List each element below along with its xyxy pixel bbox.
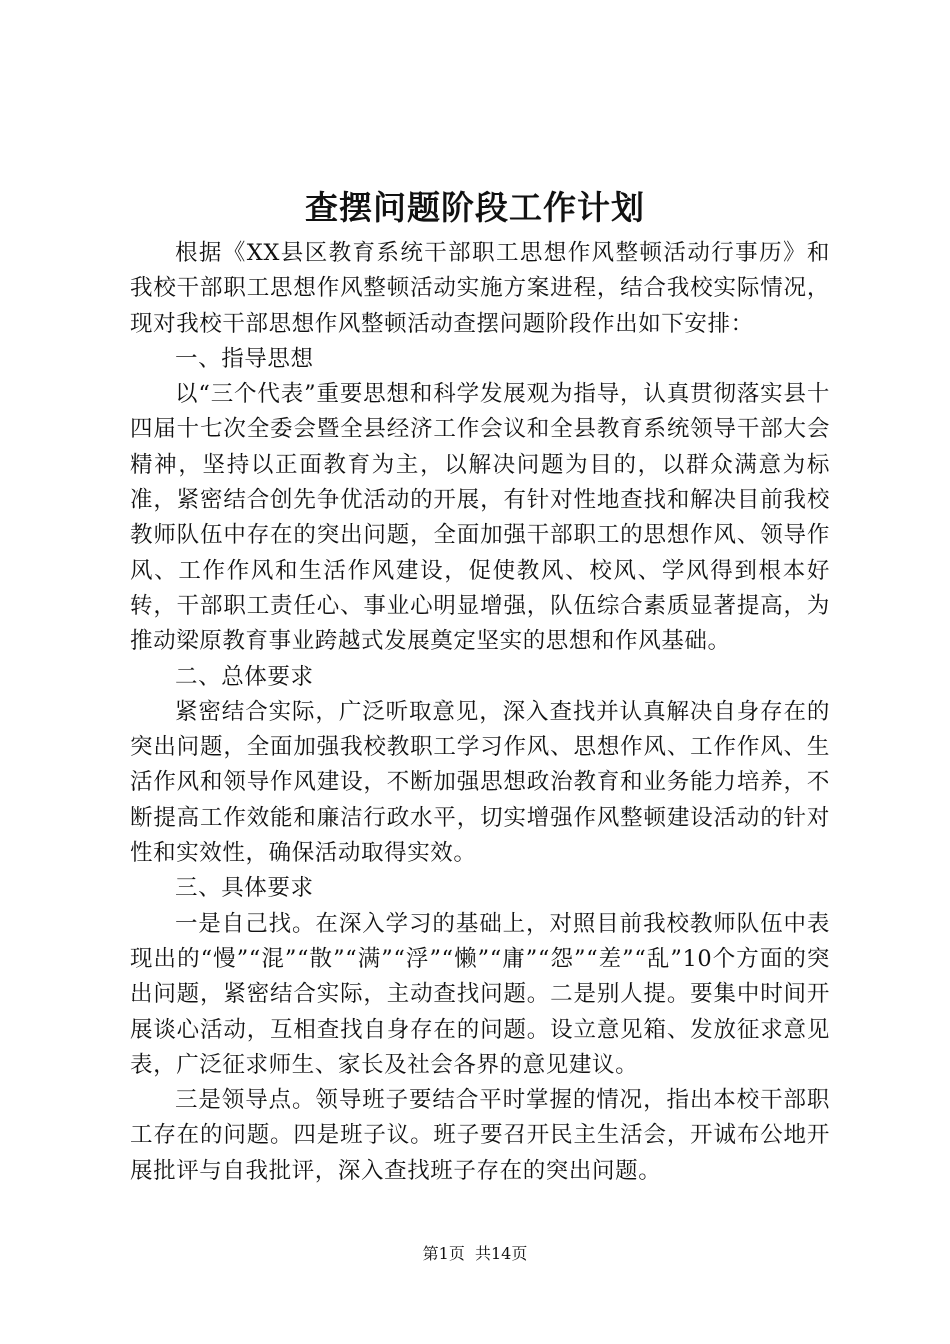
page-footer [0,1244,950,1264]
specific-requirements-paragraph-2: 三是领导点。领导班子要结合平时掌握的情况，指出本校干部职工存在的问题。四是班子议。班子要召开民主生活会，开诚布公地开展批评与自我批评，深入查找班子存在的突出问题。 [130,1087,830,1184]
guiding-ideology-paragraph: 以“三个代表”重要思想和科学发展观为指导，认真贯彻落实县十四届十七次全委会暨全县经济工作会议和全县教育系统领导干部大会精神，坚持以正面教育为主，以解决问题为目的，以群众满意为标准，紧密结合创先争优活动的开展，有针对性地查找和解决目前我校教师队伍中存在的突出问题，全面加强干部职工的思想作风、领导作风、工作作风和生活作风建设，促使教风、校风、学风得到根本好转，干部职工责任心、事业心明显增强，队伍综合素质显著提高，为推动梁原教育事业跨越式发展奠定坚实的思想和作风基础。 [130,381,830,655]
intro-paragraph: 根据《XX县区教育系统干部职工思想作风整顿活动行事历》和我校干部职工思想作风整顿活动实施方案进程，结合我校实际情况，现对我校干部思想作风整顿活动查摆问题阶段作出如下安排： [130,240,830,337]
specific-requirements-paragraph-1: 一是自己找。在深入学习的基础上，对照目前我校教师队伍中表现出的“慢”“混”“散”“满”“浮”“懒”“庸”“怨”“差”“乱”10个方面的突出问题，紧密结合实际，主动查找问题。二是别人提。要集中时间开展谈心活动，互相查找自身存在的问题。设立意见箱、发放征求意见表，广泛征求师生、家长及社会各界的意见建议。 [130,910,830,1078]
section-heading-general-requirements: 二、总体要求 [175,663,314,690]
document-title: 查摆问题阶段工作计划 [305,188,645,227]
general-requirements-paragraph: 紧密结合实际，广泛听取意见，深入查找并认真解决自身存在的突出问题，全面加强我校教职工学习作风、思想作风、工作作风、生活作风和领导作风建设，不断加强思想政治教育和业务能力培养，不断提高工作效能和廉洁行政水平，切实增强作风整顿建设活动的针对性和实效性，确保活动取得实效。 [130,698,830,867]
document-body [130,236,830,1189]
section-heading-specific-requirements: 三、具体要求 [175,875,314,902]
page-number-label: 第1页 共14页 [422,1244,528,1263]
section-heading-guiding-ideology: 一、指导思想 [175,345,314,372]
